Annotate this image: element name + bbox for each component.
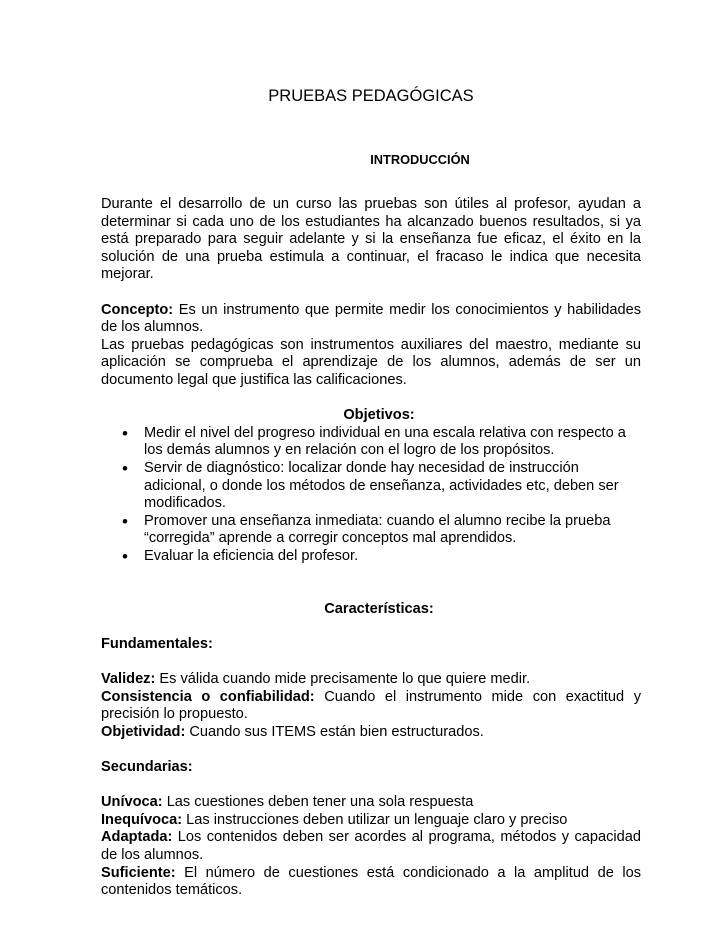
list-item: • Promover una enseñanza inmediata: cuando el alumno recibe la prueba “corregida” aprende a corregir conceptos mal aprendidos. [144,513,641,548]
fundamentales-heading: Fundamentales: [101,635,213,652]
list-item: • Medir el nivel del progreso individual en una escala relativa con respecto a los demás alumnos y en relación con el logro de los propósitos. [144,425,641,460]
concepto-text: Es un instrumento que permite medir los conocimientos y habilidades de los alumnos. [101,301,641,336]
definition-item [101,865,641,900]
definition-label: Objetividad: [101,723,186,740]
secundarias-heading: Secundarias: [101,759,193,775]
definition-text: El número de cuestiones está condicionado a la amplitud de los contenidos temáticos. [101,864,641,899]
caracteristicas-heading: Características: [324,600,434,617]
concepto-paragraph [101,302,641,337]
definition-label: Unívoca: [101,794,163,811]
definition-text: Los contenidos deben ser acordes al programa, métodos y capacidad de los alumnos. [101,829,641,863]
concepto-label: Concepto: [101,301,174,318]
document-body [101,196,641,900]
definition-item [101,689,641,724]
definition-text: Las cuestiones deben tener una sola respuesta [162,794,474,811]
definition-item [101,812,641,830]
definition-item [101,829,641,864]
intro-paragraph: Durante el desarrollo de un curso las pruebas son útiles al profesor, ayudan a determinar si cada uno de los estudiantes ha alcanzado buenos resultados, si ya está preparado para seguir adelante y si la enseñanza fue eficaz, el éxito en la solución de una prueba estimula a continuar, el fracaso le indica que necesita mejorar. [101,196,641,283]
definition-label: Adaptada: [101,829,173,846]
definition-label: Consistencia o confiabilidad: [101,688,315,705]
list-item: • Servir de diagnóstico: localizar donde hay necesidad de instrucción adicional, o donde los métodos de enseñanza, actividades etc, deben ser modificados. [144,460,641,513]
definition-item [101,671,641,689]
definition-item [101,794,641,812]
objetivos-heading: Objetivos: [343,407,415,424]
page-title: PRUEBAS PEDAGÓGICAS [268,87,474,105]
definition-text: Cuando el instrumento mide con exactitud y precisión lo propuesto. [101,688,641,723]
objetivos-list [101,425,641,566]
definition-item [101,724,641,742]
definition-text: Las instrucciones deben utilizar un lenguaje claro y preciso [182,811,568,828]
intro-heading: INTRODUCCIÓN [370,152,470,167]
list-item: • Evaluar la eficiencia del profesor. [144,548,641,566]
definition-text: Cuando sus ITEMS están bien estructurados. [185,723,484,740]
definition-text: Es válida cuando mide precisamente lo que quiere medir. [155,671,531,688]
concepto-extra: Las pruebas pedagógicas son instrumentos auxiliares del maestro, mediante su aplicación se comprueba el aprendizaje de los alumnos, además de ser un documento legal que justifica las calificaciones. [101,336,641,388]
definition-label: Inequívoca: [101,811,183,828]
definition-label: Validez: [101,671,156,688]
definition-label: Suficiente: [101,864,176,881]
